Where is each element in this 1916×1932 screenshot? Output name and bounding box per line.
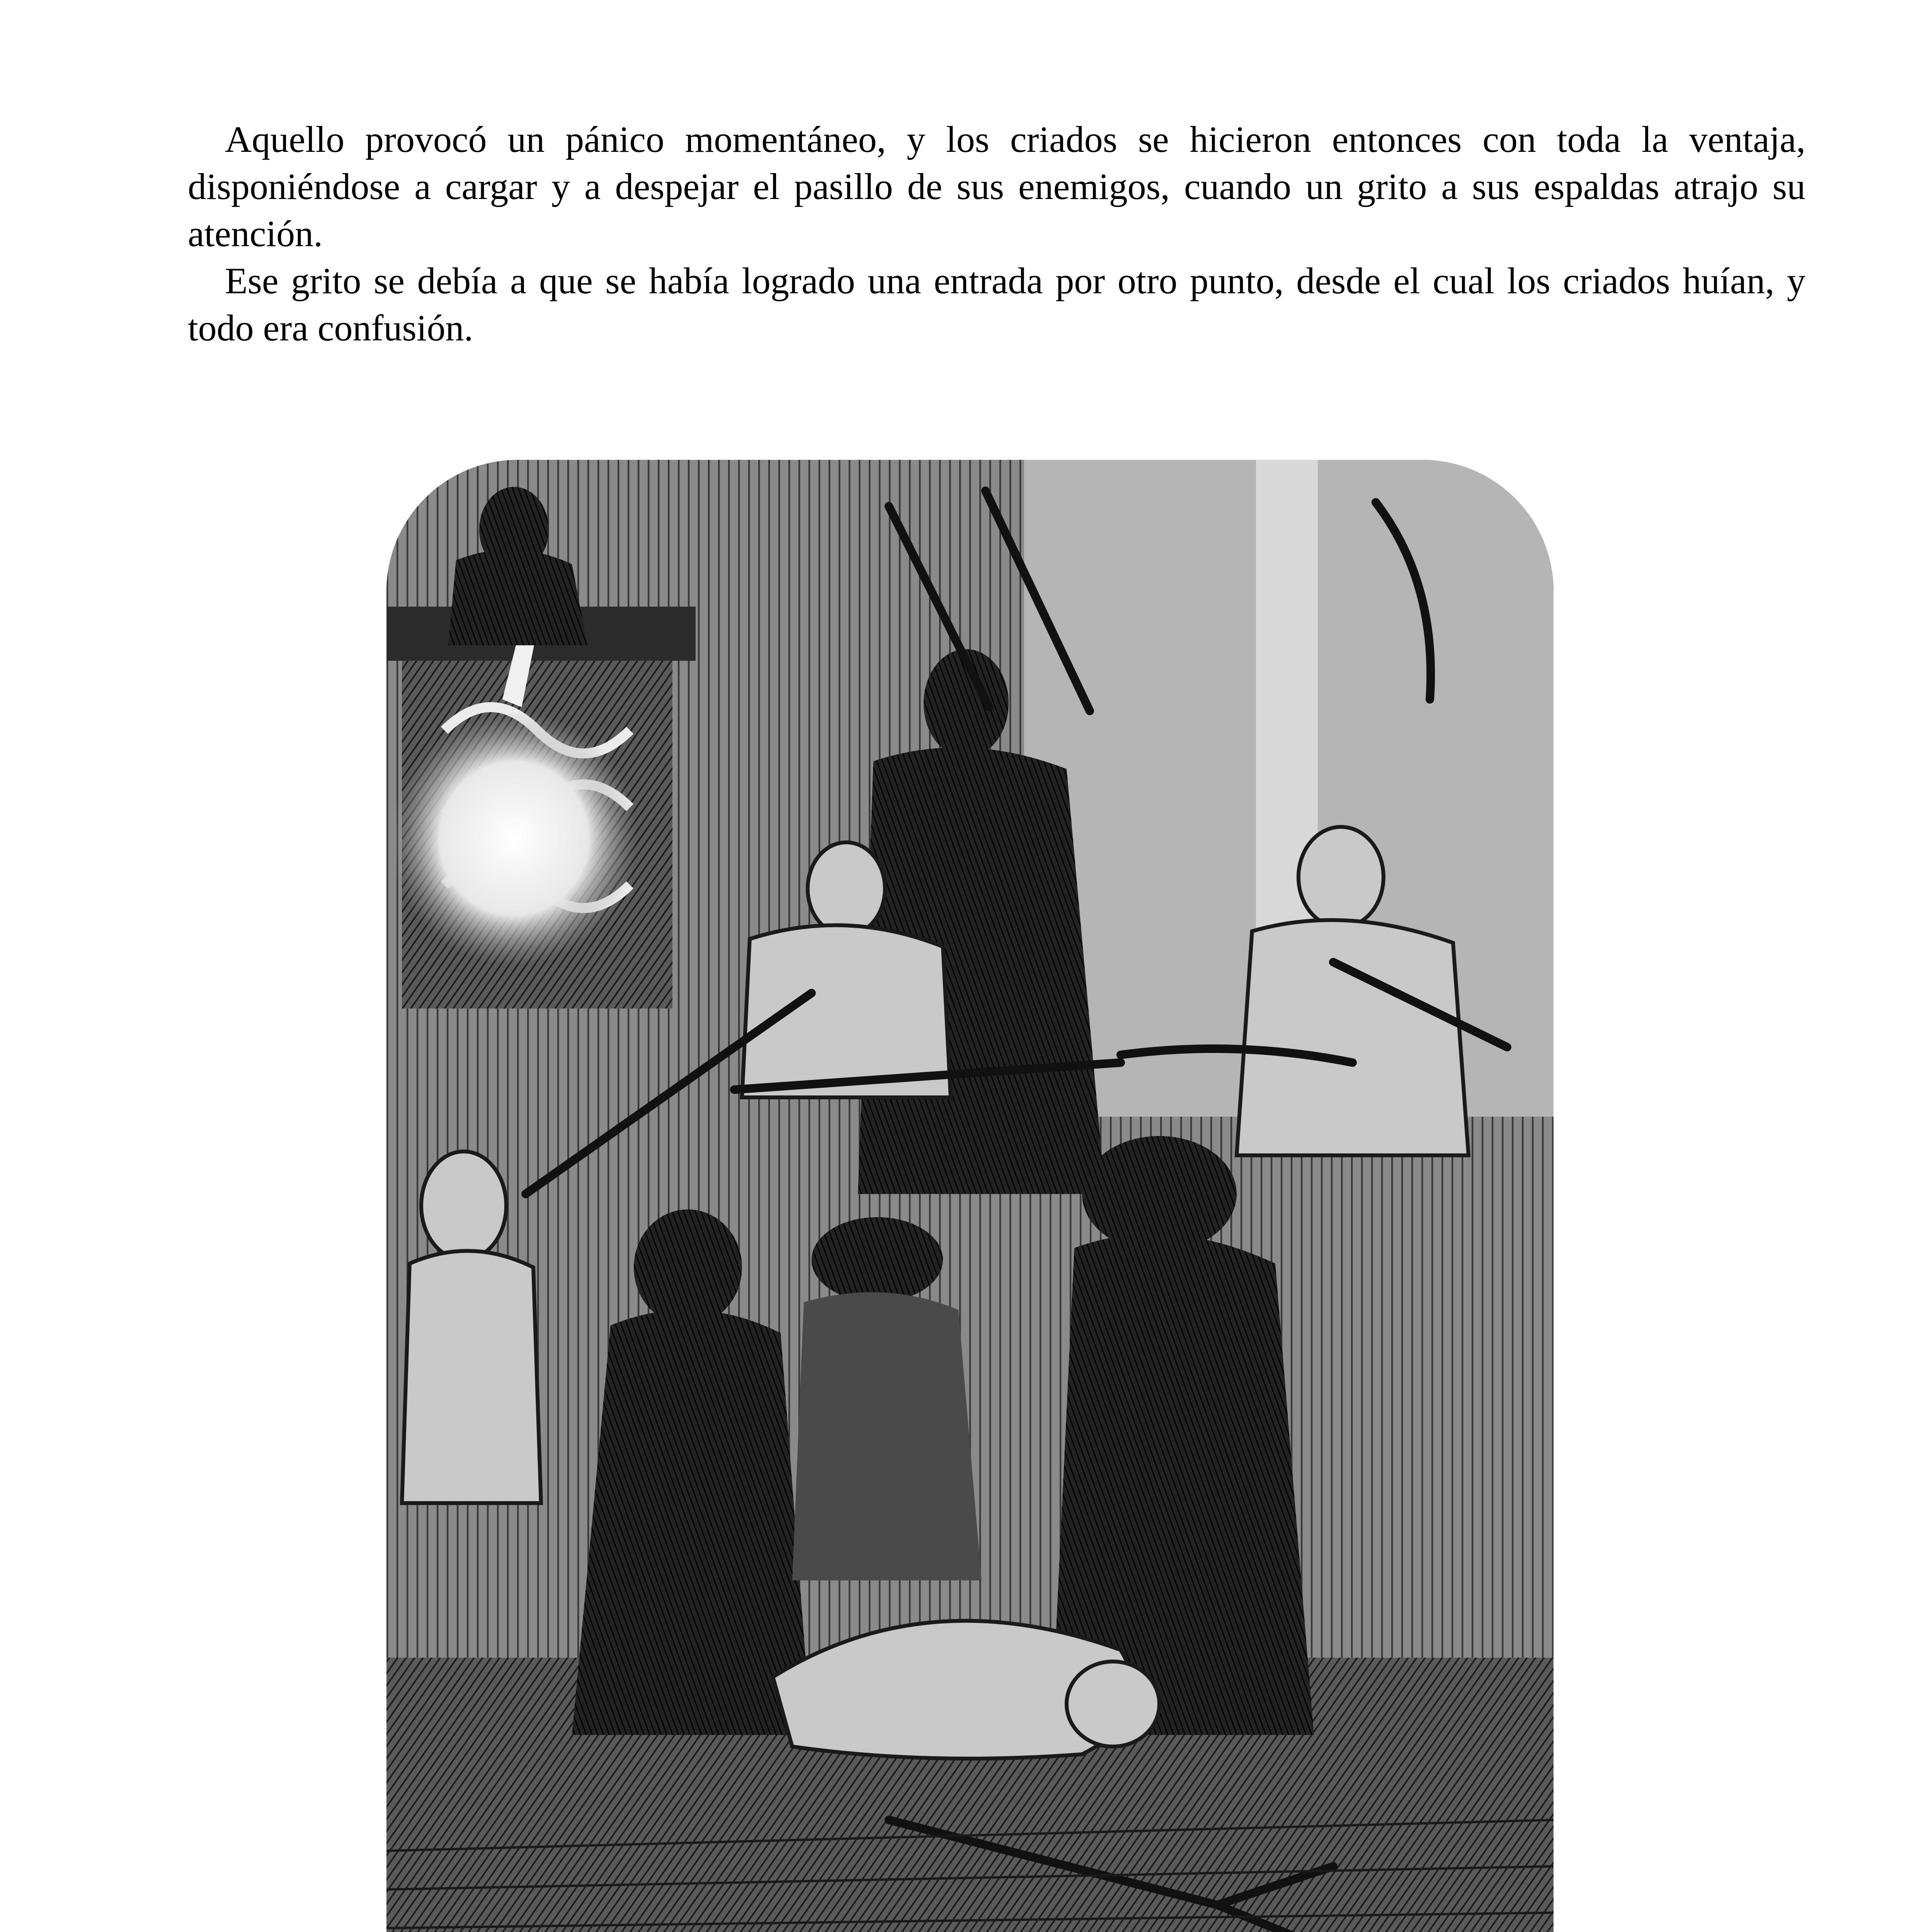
paragraph: Ese grito se debía a que se había logrado una entrada por otro punto, desde el cual los criados huían, y todo era confusión.: [188, 260, 1805, 349]
paragraph: Aquello provocó un pánico momentáneo, y los criados se hicieron entonces con toda la ventaja, disponiéndose a cargar y a despejar el pasillo de sus enemigos, cuando un grito a sus espaldas atrajo su atención.: [188, 119, 1805, 254]
engraving-illustration: [386, 460, 1554, 1932]
top-text-block: [188, 116, 1805, 352]
fight-scene-engraving: [386, 460, 1554, 1932]
